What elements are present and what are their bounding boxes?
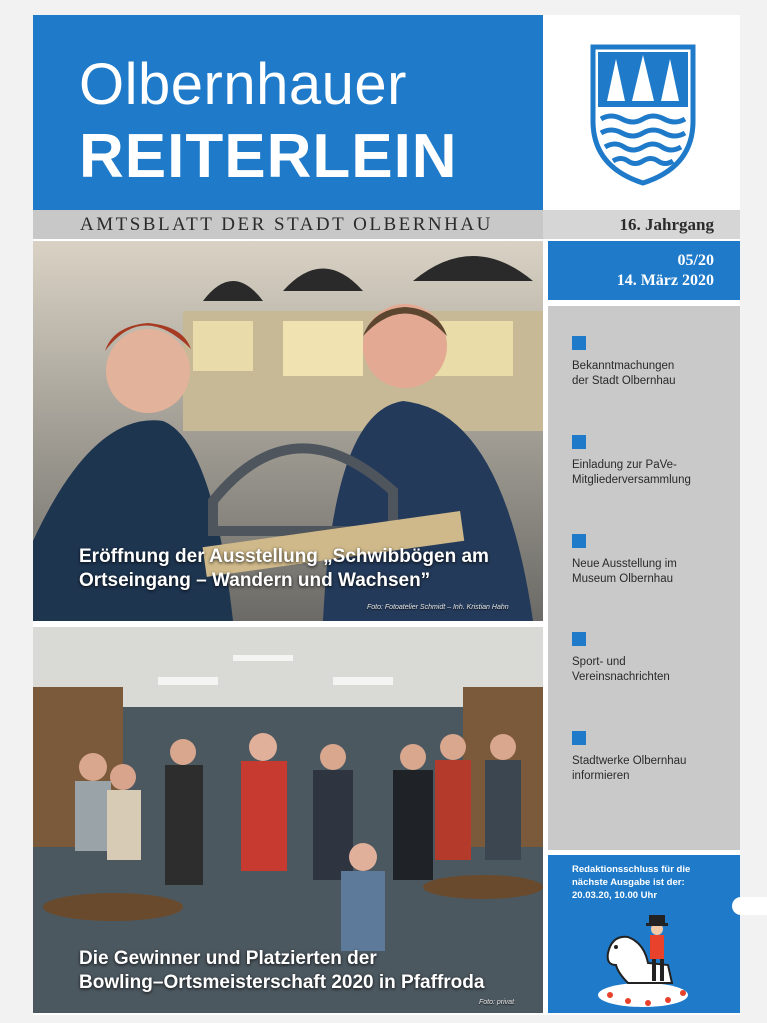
toc-item-line2: Vereinsnachrichten: [572, 671, 670, 683]
issue-box: [548, 241, 740, 300]
town-crest-icon: [583, 41, 703, 187]
toc-item-line1: Sport- und: [572, 656, 626, 668]
toc-bullet-icon: [572, 632, 586, 646]
toc-item[interactable]: [572, 731, 732, 784]
photo1-caption: [79, 545, 489, 593]
photo2-caption-line1: Die Gewinner und Platzierten der: [79, 948, 377, 969]
contents-sidebar: [548, 306, 740, 850]
deadline-text: [572, 863, 732, 902]
cover-photo-bowling: [33, 627, 543, 1013]
toc-item-label: [572, 458, 732, 488]
newsletter-cover: [33, 15, 740, 1015]
deadline-line2: nächste Ausgabe ist der:: [572, 877, 685, 888]
deadline-line3: 20.03.20, 10.00 Uhr: [572, 890, 658, 901]
toc-bullet-icon: [572, 534, 586, 548]
subtitle: AMTSBLATT DER STADT OLBERNHAU: [33, 210, 543, 239]
toc-item-line2: Mitgliederversammlung: [572, 474, 691, 486]
toc-item-line1: Einladung zur PaVe-: [572, 459, 677, 471]
masthead: [33, 15, 543, 210]
issue-date: 14. März 2020: [616, 272, 714, 289]
title-line1: Olbernhauer: [79, 52, 407, 117]
deadline-line1: Redaktionsschluss für die: [572, 864, 691, 875]
photo1-caption-line1: Eröffnung der Ausstellung „Schwibbögen am: [79, 546, 489, 567]
toc-bullet-icon: [572, 435, 586, 449]
toc-item-label: [572, 557, 732, 587]
toc-bullet-icon: [572, 336, 586, 350]
photo2-caption: [79, 947, 484, 995]
rider-mascot-icon: [598, 913, 698, 1009]
toc-item-label: [572, 359, 732, 389]
toc-item-line2: Museum Olbernhau: [572, 573, 673, 585]
toc-item-label: [572, 754, 732, 784]
issue-number: 05/20: [677, 252, 714, 269]
cover-photo-exhibition: [33, 241, 543, 621]
photo2-credit: Foto: privat: [479, 999, 515, 1006]
toc-item-line1: Stadtwerke Olbernhau: [572, 755, 687, 767]
toc-item[interactable]: [572, 336, 732, 389]
page-edge-tab[interactable]: [732, 897, 767, 915]
toc-item-line2: der Stadt Olbernhau: [572, 375, 676, 387]
photo2-caption-line2: Bowling–Ortsmeisterschaft 2020 in Pfaffroda: [79, 972, 485, 993]
crest-panel: [543, 15, 740, 210]
toc-item[interactable]: [572, 534, 732, 587]
toc-item-line1: Bekanntmachungen: [572, 360, 675, 372]
toc-item-line1: Neue Ausstellung im: [572, 558, 677, 570]
photo1-caption-line2: Ortseingang – Wandern und Wachsen”: [79, 570, 431, 591]
volume-year: 16. Jahrgang: [543, 210, 740, 239]
toc-item[interactable]: [572, 435, 732, 488]
photo1-credit: Foto: Fotoatelier Schmidt – Inh. Kristian Hahn: [367, 604, 509, 611]
toc-bullet-icon: [572, 731, 586, 745]
toc-item-label: [572, 655, 732, 685]
deadline-box: [548, 855, 740, 1013]
title-line2: REITERLEIN: [79, 122, 458, 191]
toc-item-line2: informieren: [572, 770, 630, 782]
toc-item[interactable]: [572, 632, 732, 685]
